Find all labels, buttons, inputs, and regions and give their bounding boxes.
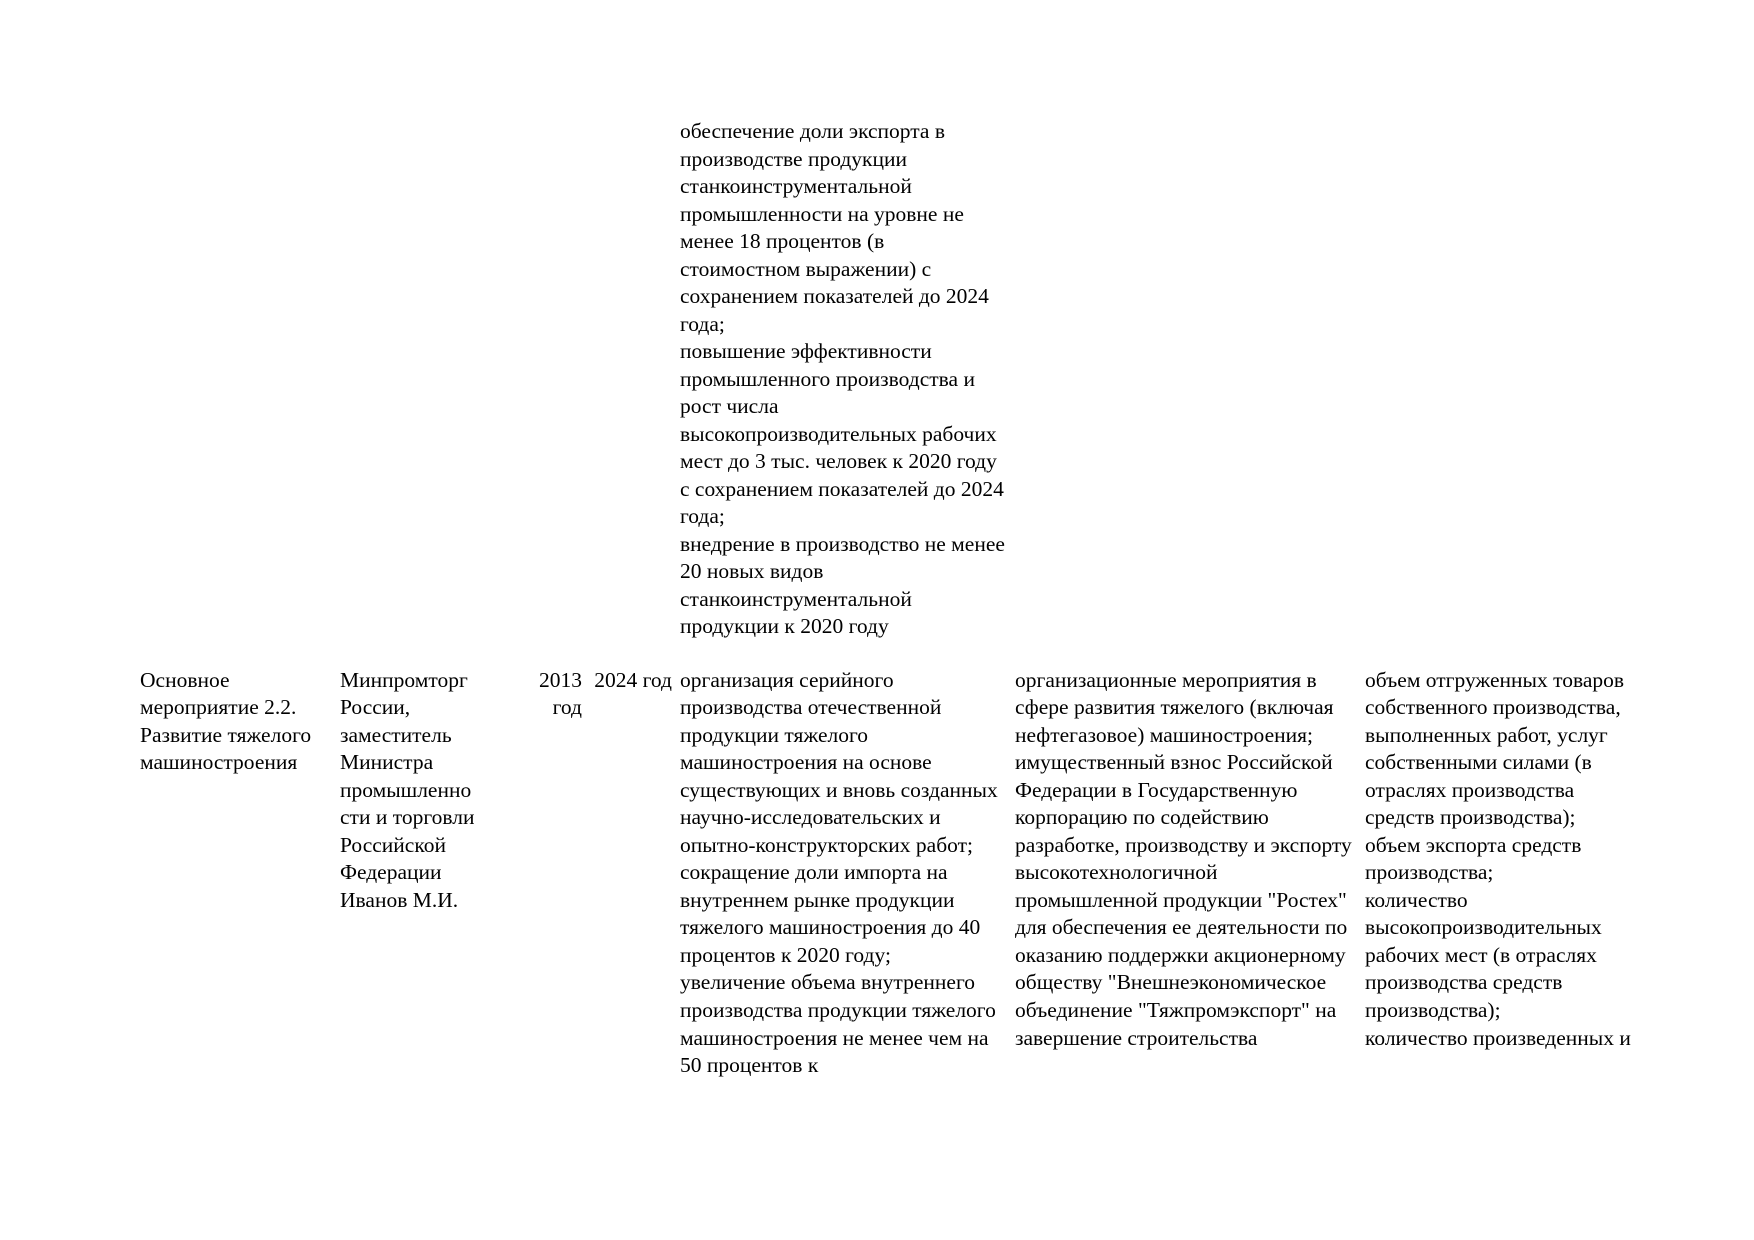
cell-end-year: 2024 год	[594, 667, 672, 692]
paragraph: повышение эффективности промышленного производства и рост числа высокопроизводительных рабочих мест до 3 тыс. человек к 2020 году с сохранением показателей до 2024 года;	[680, 339, 1004, 529]
spacer-cell	[1015, 641, 1365, 667]
paragraph: внедрение в производство не менее 20 новых видов станкоинструментальной продукции к 2020 году	[680, 531, 1005, 639]
cell-end-year	[590, 118, 680, 641]
paragraph: сокращение доли импорта на внутреннем рынке продукции тяжелого машиностроения до 40 процентов к 2020 году;	[680, 860, 981, 967]
cell-measure: Основное мероприятие 2.2. Развитие тяжелого машиностроения	[140, 667, 312, 775]
cell-consequences	[1015, 118, 1365, 641]
spacer-cell	[140, 641, 340, 667]
cell-indicators	[1365, 118, 1640, 641]
cell-measure	[140, 118, 340, 641]
table-row-spacer	[140, 641, 1640, 667]
table-row	[140, 667, 1640, 1080]
paragraph: обеспечение доли экспорта в производстве продукции станкоинструментальной промышленности на уровне не менее 18 процентов (в стоимостном выражении) с сохранением показателей до 2024 года;	[680, 119, 989, 336]
program-measures-table	[140, 118, 1640, 1080]
paragraph: объем отгруженных товаров собственного производства, выполненных работ, услуг собственными силами (в отраслях производства средств производства);	[1365, 667, 1625, 830]
paragraph: объем экспорта средств производства;	[1365, 832, 1582, 885]
paragraph: имущественный взнос Российской Федерации в Государственную корпорацию по содействию разработке, производству и экспорту высокотехнологичной промышленной продукции "Ростех" для обеспечения ее деятельности по оказанию поддержки акционерному обществу "Внешнеэкономическое объединение "Тяжпромэкспорт" на завершение строительства	[1015, 750, 1352, 1050]
cell-executor: Минпромторг России, заместитель Министра промышленно сти и торговли Российской Федерации Иванов М.И.	[340, 667, 475, 912]
spacer-cell	[1365, 641, 1640, 667]
spacer-cell	[680, 641, 1015, 667]
cell-start-year	[512, 118, 590, 641]
cell-consequences	[1015, 667, 1365, 1080]
paragraph: увеличение объема внутреннего производства продукции тяжелого машиностроения не менее чем на 50 процентов к	[680, 970, 996, 1078]
table-row	[140, 118, 1640, 641]
spacer-cell	[340, 641, 512, 667]
paragraph: организационные мероприятия в сфере развития тяжелого (включая нефтегазовое) машиностроения;	[1015, 667, 1334, 747]
paragraph: количество произведенных и	[1365, 1025, 1631, 1050]
paragraph: организация серийного производства отечественной продукции тяжелого машиностроения на основе существующих и вновь созданных научно-исследовательских и опытно-конструкторских работ;	[680, 667, 998, 857]
cell-indicators	[1365, 667, 1640, 1080]
spacer-cell	[512, 641, 590, 667]
spacer-cell	[590, 641, 680, 667]
cell-start-year: 2013 год	[539, 667, 582, 720]
cell-expected-results	[680, 667, 1015, 1080]
paragraph: количество высокопроизводительных рабочих мест (в отраслях производства средств производства);	[1365, 887, 1602, 1022]
cell-executor	[340, 118, 512, 641]
cell-expected-results	[680, 118, 1015, 641]
